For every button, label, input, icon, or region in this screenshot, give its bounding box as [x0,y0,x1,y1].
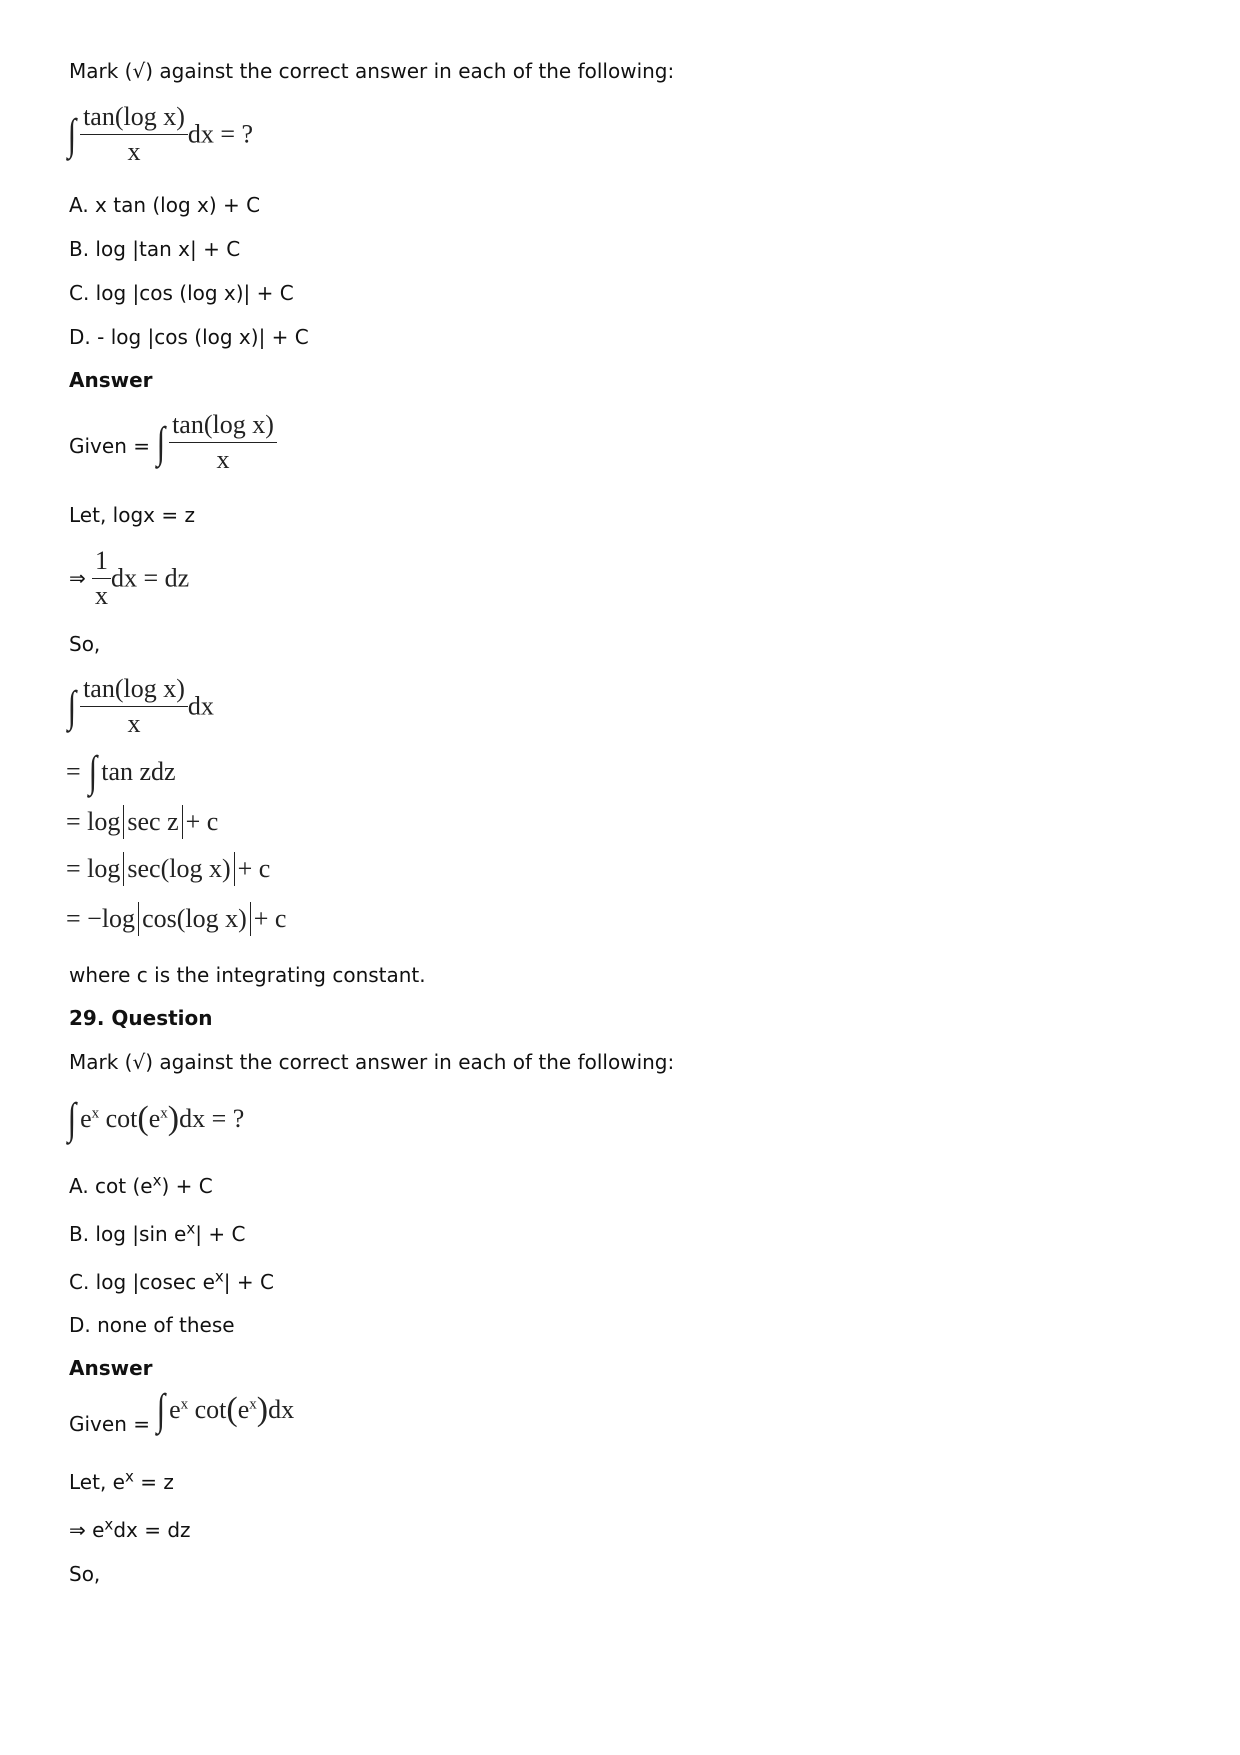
step-4: = log sec(log x) + c [66,852,270,886]
option-b[interactable]: B. log |tan x| + C [69,237,241,261]
step-1-denominator: x [127,709,141,738]
integral-sign-icon: ∫ [88,747,98,796]
instruction-text-29: Mark (√) against the correct answer in each of the following: [69,1050,675,1074]
option-d-29[interactable]: D. none of these [69,1313,235,1337]
implies-tail: dx = dz [111,563,190,593]
step-1-tail: dx [187,691,214,721]
step-1-numerator: tan(log x) [80,672,188,707]
integral-sign-icon: ∫ [67,681,77,731]
integral-sign-icon: ∫ [156,417,166,467]
implies-line-29: ⇒ $e^xdx$ = dz [69,1515,191,1542]
given-label-29: Given = [69,1412,150,1436]
integral-sign-icon: ∫ [67,1094,77,1143]
let-line: Let, logx = z [69,503,195,527]
question-29-heading: 29. Question [69,1006,213,1030]
implies-numerator: 1 [92,544,111,579]
option-a-29[interactable]: A. $\cot (e^x) + C$ [69,1171,213,1198]
instruction-text: Mark (√) against the correct answer in each of the following: [69,59,675,83]
question-29-integral: ∫ $e^x$ $\cot(e^x)dx$ = ? [67,1094,245,1143]
step-1 [66,672,214,741]
question-numerator: tan(log x) [80,100,188,135]
answer-heading-29: Answer [69,1356,153,1380]
question-denominator: x [127,137,141,166]
answer-heading: Answer [69,368,153,392]
step-2-text: tan zdz [101,757,176,786]
implies-expression [92,544,189,613]
option-c[interactable]: C. log |cos (log x)| + C [69,281,294,305]
question-28-integral [66,100,253,169]
option-a[interactable]: A. x tan (log x) + C [69,193,261,217]
step-5: = −log cos(log x) + c [66,902,286,936]
given-integral [155,408,277,477]
option-c-29[interactable]: C. log |cosec $e^x| + C$ [69,1267,274,1294]
step-3: = log sec z + c [66,805,218,839]
given-integral-29: ∫ $e^x$ $\cot(e^x)dx$ [156,1385,295,1434]
option-d[interactable]: D. - log |cos (log x)| + C [69,325,309,349]
integral-sign-icon: ∫ [67,109,77,159]
conclusion-text: where c is the integrating constant. [69,963,426,987]
option-b-29[interactable]: B. log |sin $e^x| + C$ [69,1219,246,1246]
given-label: Given = [69,434,150,458]
so-label: So, [69,632,101,656]
implies-arrow: ⇒ [69,566,86,590]
let-line-29: Let, $e^x = z$ [69,1467,174,1494]
question-tail: dx = ? [187,119,254,149]
so-label-29: So, [69,1562,101,1586]
given-denominator: x [216,445,230,474]
integral-sign-icon: ∫ [156,1385,166,1434]
step-2: = ∫ tan zdz [66,747,176,796]
given-numerator: tan(log x) [169,408,277,443]
implies-denominator: x [95,581,108,610]
